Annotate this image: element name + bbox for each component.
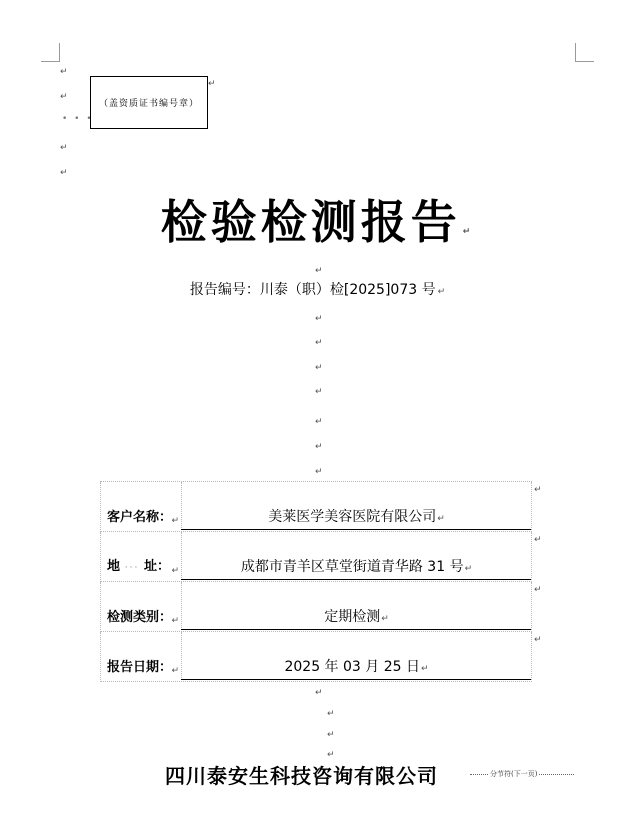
paragraph-mark: ↵ xyxy=(315,688,323,698)
report-title xyxy=(0,192,633,252)
value-cell xyxy=(181,632,532,680)
paragraph-mark: ↵ xyxy=(327,709,335,719)
paragraph-mark: ↵ xyxy=(327,750,335,760)
paragraph-mark: ↵ xyxy=(315,338,323,348)
report-date-value: 2025 年 03 月 25 日↵ xyxy=(284,659,429,675)
page-corner-top-left xyxy=(41,43,60,62)
paragraph-mark: ↵ xyxy=(437,287,446,297)
paragraph-mark: ↵ xyxy=(60,143,68,153)
underline xyxy=(181,629,531,630)
value-cell xyxy=(181,532,532,580)
report-date-label: 报告日期： xyxy=(107,660,173,675)
paragraph-mark: ↵ xyxy=(327,730,335,740)
row-mark: ↵ xyxy=(534,485,542,495)
value-cell xyxy=(181,582,532,630)
report-number xyxy=(0,280,633,300)
table-row xyxy=(100,481,542,532)
cell-mark: ↵ xyxy=(171,666,179,676)
paragraph-mark: ↵ xyxy=(208,79,216,89)
ellipsis-mark: • • • xyxy=(62,114,94,124)
section-break-label: 分节符(下一页) xyxy=(490,770,538,778)
page-corner-top-right xyxy=(575,43,594,62)
report-title-text: 检验检测报告 xyxy=(160,195,461,249)
row-mark: ↵ xyxy=(534,635,542,645)
paragraph-mark: ↵ xyxy=(315,467,323,477)
paragraph-mark: ↵ xyxy=(462,227,475,237)
test-type-value: 定期检测↵ xyxy=(324,609,389,625)
paragraph-mark: ↵ xyxy=(315,417,323,427)
cell-mark: ↵ xyxy=(171,616,179,626)
underline xyxy=(181,529,531,530)
table-row xyxy=(100,632,542,682)
client-info-table xyxy=(100,481,542,682)
address-value: 成都市青羊区草堂街道青华路 31 号↵ xyxy=(240,559,473,575)
table-row xyxy=(100,582,542,632)
client-name-label: 客户名称： xyxy=(107,510,173,525)
value-cell xyxy=(181,482,532,530)
label-cell xyxy=(100,582,182,630)
client-name-value: 美莱医学美容医院有限公司↵ xyxy=(268,509,445,525)
paragraph-mark: ↵ xyxy=(60,168,68,178)
underline xyxy=(181,579,531,580)
label-cell xyxy=(100,532,182,580)
row-mark: ↵ xyxy=(534,585,542,595)
paragraph-mark: ↵ xyxy=(315,442,323,452)
row-mark: ↵ xyxy=(534,535,542,545)
paragraph-mark: ↵ xyxy=(315,266,323,276)
label-cell xyxy=(100,482,182,530)
label-cell xyxy=(100,632,182,680)
seal-box xyxy=(90,76,208,129)
section-break xyxy=(470,770,574,778)
test-type-label: 检测类别： xyxy=(107,610,173,625)
paragraph-mark: ↵ xyxy=(315,314,323,324)
report-number-text: 报告编号：川泰（职）检[2025]073 号 xyxy=(189,282,436,298)
seal-box-text: （盖资质证书编号章） xyxy=(98,99,199,109)
address-label: 地 ··· 址： xyxy=(107,559,171,574)
paragraph-mark: ↵ xyxy=(60,67,68,77)
paragraph-mark: ↵ xyxy=(60,92,68,102)
cell-mark: ↵ xyxy=(171,566,179,576)
table-row xyxy=(100,532,542,582)
cell-mark: ↵ xyxy=(171,516,179,526)
paragraph-mark: ↵ xyxy=(315,363,323,373)
underline xyxy=(181,679,531,680)
paragraph-mark: ↵ xyxy=(315,387,323,397)
company-name: 四川泰安生科技咨询有限公司 xyxy=(165,764,438,788)
